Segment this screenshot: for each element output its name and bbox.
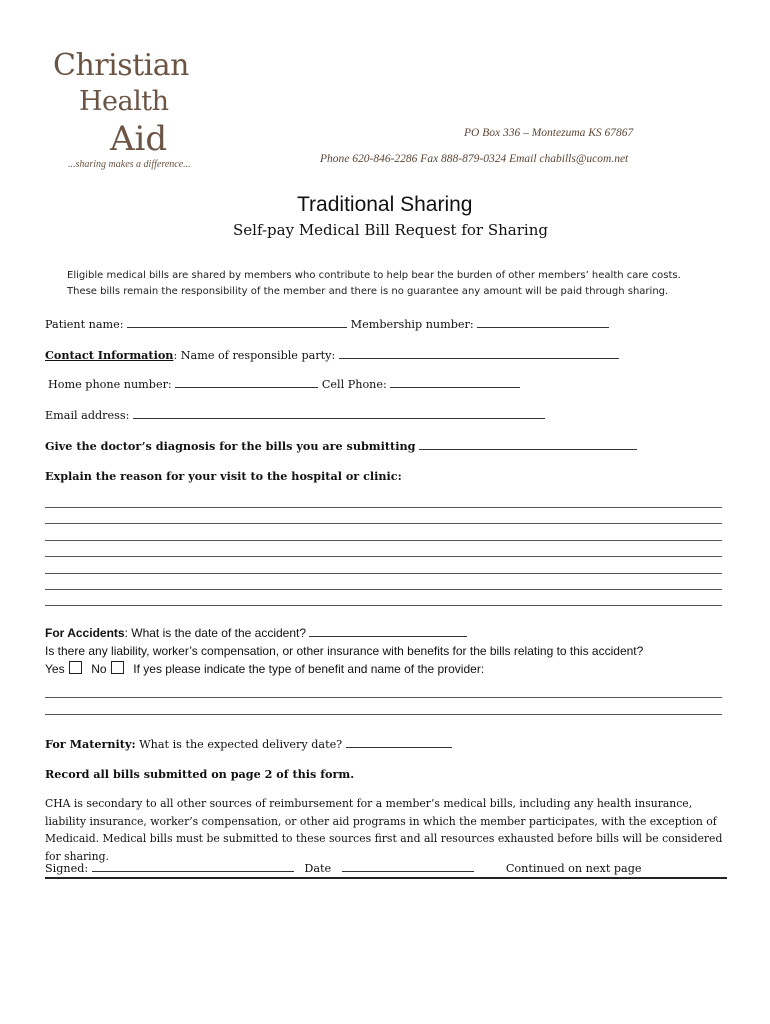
- email-label: Email address:: [45, 409, 130, 422]
- contact-row: [45, 348, 619, 362]
- date-label: Date: [304, 862, 332, 875]
- no-checkbox[interactable]: [111, 661, 124, 674]
- secondary-notice: CHA is secondary to all other sources of reimbursement for a member’s medical bills, including any health insurance, liability insurance, worker’s compensation, or other aid programs in which the member participates, with the exception of Medicaid. Medical bills must be submitted to these sources first and all resources exhausted before bills will be considered for sharing.: [45, 797, 723, 863]
- yes-label: Yes: [45, 662, 65, 676]
- membership-number-field[interactable]: [477, 318, 609, 328]
- diagnosis-row: [45, 439, 637, 453]
- diagnosis-field[interactable]: [419, 440, 637, 450]
- continued-note: Continued on next page: [505, 862, 642, 875]
- insurance-question: Is there any liability, worker’s compensation, or other insurance with benefits for the bills relating to this accident?: [45, 644, 644, 658]
- contact-info-label: Contact Information: [45, 348, 174, 362]
- phone-row: [48, 378, 520, 391]
- patient-name-field[interactable]: [127, 318, 347, 328]
- explanation-line[interactable]: [45, 507, 722, 508]
- signature-row: [45, 862, 641, 875]
- yes-no-row: [45, 661, 484, 676]
- explanation-line[interactable]: [45, 573, 722, 574]
- email-row: [45, 409, 545, 422]
- maternity-row: [45, 737, 452, 751]
- email-field[interactable]: [133, 409, 545, 419]
- cell-phone-field[interactable]: [390, 378, 520, 388]
- provider-line[interactable]: [45, 714, 722, 715]
- accident-date-label: : What is the date of the accident?: [124, 626, 307, 640]
- explanation-line[interactable]: [45, 523, 722, 524]
- cell-phone-label: Cell Phone:: [321, 378, 387, 391]
- logo-word-christian: Christian: [53, 48, 189, 83]
- intro-line-1: Eligible medical bills are shared by members who contribute to help bear the burden of other members’ health care costs.: [67, 270, 681, 281]
- patient-row: [45, 318, 609, 331]
- logo-word-aid: Aid: [110, 119, 168, 159]
- explanation-line[interactable]: [45, 556, 722, 557]
- provider-line[interactable]: [45, 697, 722, 698]
- page-subtitle: Self-pay Medical Bill Request for Sharing: [233, 221, 548, 239]
- delivery-date-field[interactable]: [346, 738, 452, 748]
- explain-visit-label: Explain the reason for your visit to the hospital or clinic:: [45, 469, 402, 483]
- patient-name-label: Patient name:: [45, 318, 124, 331]
- explanation-line[interactable]: [45, 605, 722, 606]
- footer-divider: [45, 877, 727, 879]
- logo-word-health: Health: [79, 86, 169, 117]
- home-phone-label: Home phone number:: [48, 378, 172, 391]
- responsible-party-field[interactable]: [339, 349, 619, 359]
- address-line-1: PO Box 336 – Montezuma KS 67867: [464, 127, 634, 139]
- signature-date-field[interactable]: [342, 862, 474, 872]
- home-phone-field[interactable]: [175, 378, 318, 388]
- logo-tagline: ...sharing makes a difference...: [68, 159, 191, 170]
- accidents-row: [45, 626, 467, 640]
- yes-checkbox[interactable]: [69, 661, 82, 674]
- intro-line-2: These bills remain the responsibility of the member and there is no guarantee any amount will be paid through sharing.: [67, 286, 669, 297]
- maternity-label: For Maternity:: [45, 737, 136, 751]
- no-label: No: [91, 662, 107, 676]
- signed-label: Signed:: [45, 862, 89, 875]
- membership-number-label: Membership number:: [350, 318, 474, 331]
- accidents-label: For Accidents: [45, 626, 125, 640]
- explanation-line[interactable]: [45, 540, 722, 541]
- record-bills-note: Record all bills submitted on page 2 of this form.: [45, 767, 355, 781]
- diagnosis-label: Give the doctor’s diagnosis for the bills you are submitting: [45, 439, 416, 453]
- accident-date-field[interactable]: [309, 627, 467, 637]
- signature-field[interactable]: [92, 862, 294, 872]
- delivery-date-label: What is the expected delivery date?: [139, 738, 343, 751]
- page-title: Traditional Sharing: [297, 193, 473, 216]
- explanation-line[interactable]: [45, 589, 722, 590]
- if-yes-label: If yes please indicate the type of benefit and name of the provider:: [133, 662, 485, 676]
- responsible-party-label: : Name of responsible party:: [173, 349, 336, 362]
- address-line-2: Phone 620-846-2286 Fax 888-879-0324 Email chabills@ucom.net: [320, 153, 629, 165]
